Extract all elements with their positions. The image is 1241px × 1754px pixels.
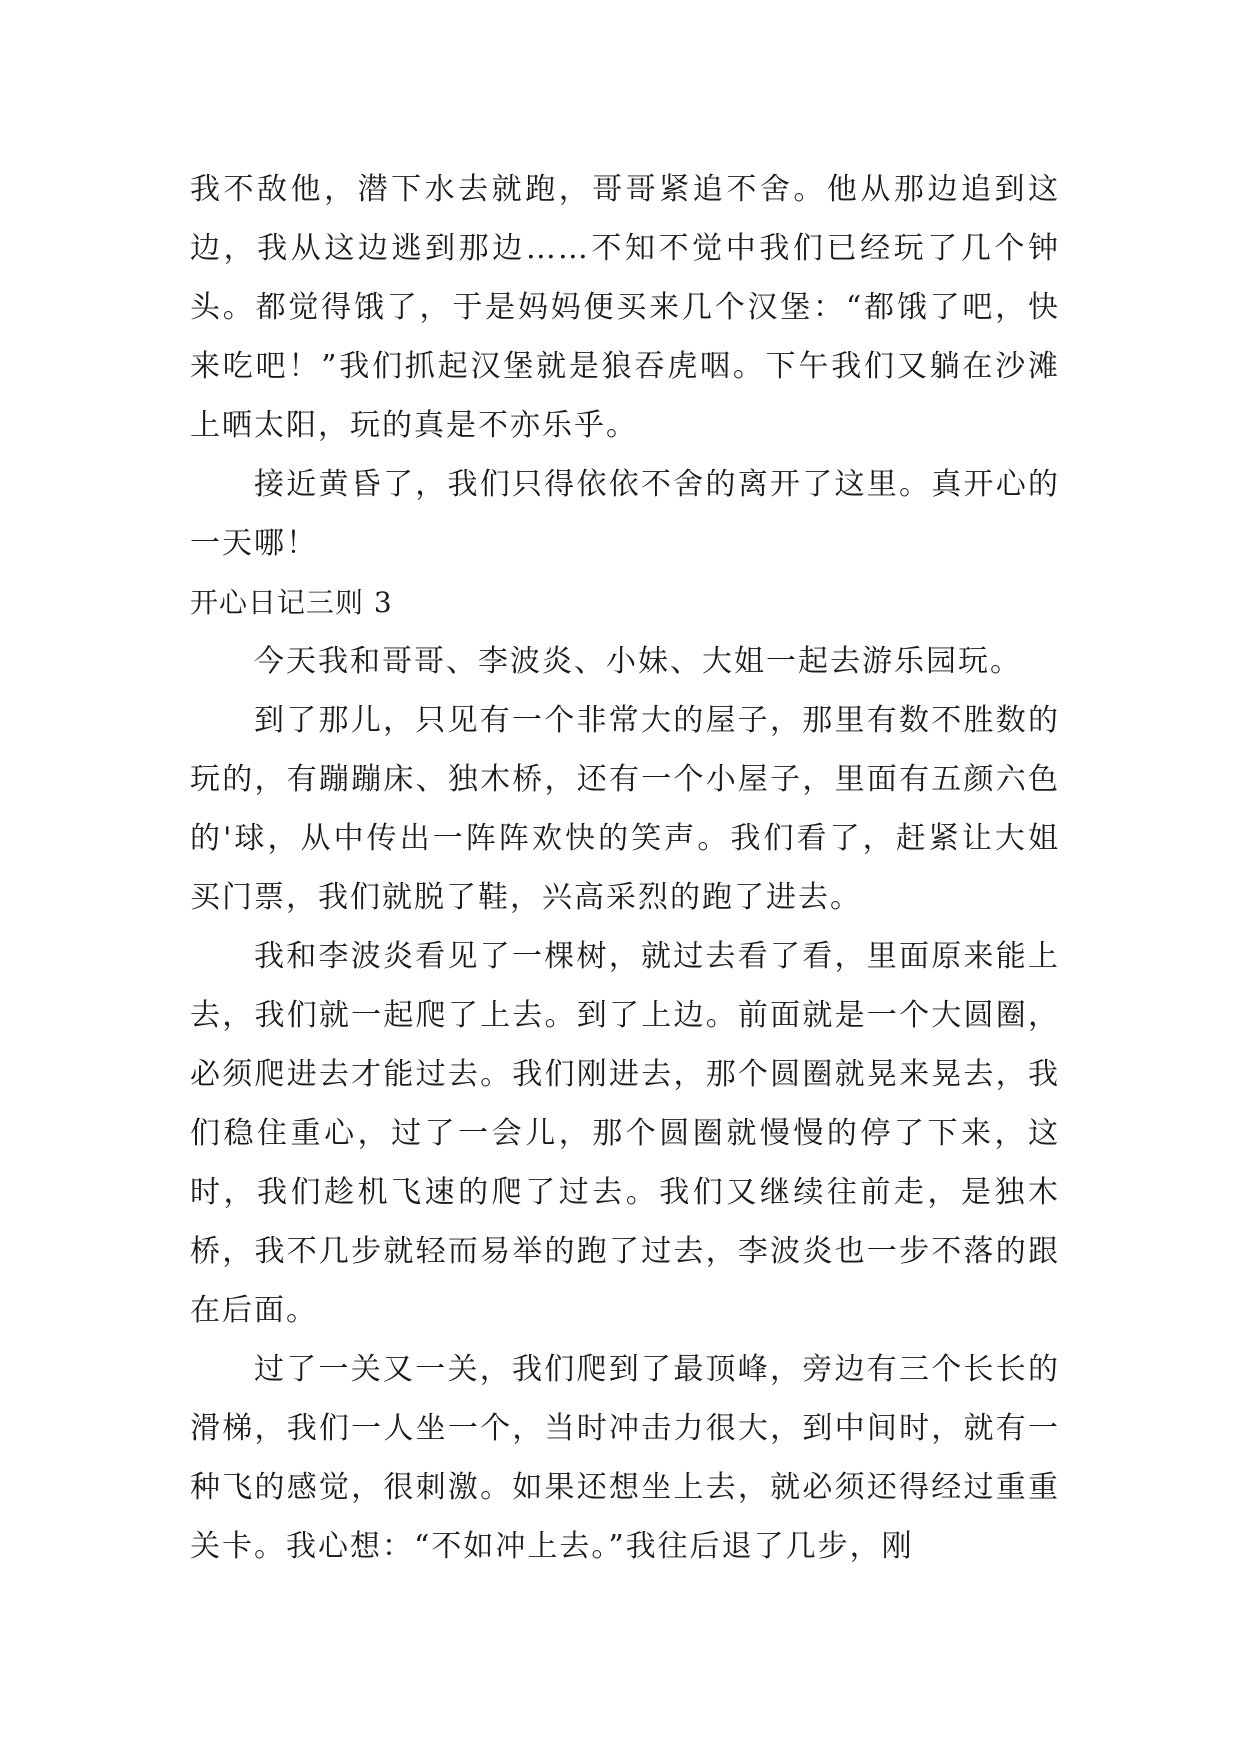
paragraph-2: 接近黄昏了，我们只得依依不舍的离开了这里。真开心的一天哪！ bbox=[190, 467, 1060, 561]
paragraph-1: 我不敌他，潜下水去就跑，哥哥紧追不舍。他从那边追到这边，我从这边逃到那边……不知不觉中我们已经玩了几个钟头。都觉得饿了，于是妈妈便买来几个汉堡：“都饿了吧，快来吃吧！”我们抓起汉堡就是狼吞虎咽。下午我们又躺在沙滩上晒太阳，玩的真是不亦乐乎。 bbox=[190, 172, 1060, 443]
section-title: 开心日记三则 3 bbox=[190, 586, 393, 619]
document-page bbox=[190, 160, 1060, 1576]
section-paragraph-1: 今天我和哥哥、李波炎、小妹、大姐一起去游乐园玩。 bbox=[254, 644, 1022, 679]
section-paragraph-4: 过了一关又一关，我们爬到了最顶峰，旁边有三个长长的滑梯，我们一人坐一个，当时冲击力很大，到中间时，就有一种飞的感觉，很刺激。如果还想坐上去，就必须还得经过重重关卡。我心想：“不如冲上去。”我往后退了几步，刚 bbox=[190, 1352, 1060, 1564]
section-paragraph-3: 我和李波炎看见了一棵树，就过去看了看，里面原来能上去，我们就一起爬了上去。到了上边。前面就是一个大圆圈，必须爬进去才能过去。我们刚进去，那个圆圈就晃来晃去，我们稳住重心，过了一会儿，那个圆圈就慢慢的停了下来，这时，我们趁机飞速的爬了过去。我们又继续往前走，是独木桥，我不几步就轻而易举的跑了过去，李波炎也一步不落的跟在后面。 bbox=[190, 939, 1060, 1328]
section-paragraph-2: 到了那儿，只见有一个非常大的屋子，那里有数不胜数的玩的，有蹦蹦床、独木桥，还有一个小屋子，里面有五颜六色的'球，从中传出一阵阵欢快的笑声。我们看了，赶紧让大姐买门票，我们就脱了鞋，兴高采烈的跑了进去。 bbox=[190, 703, 1060, 915]
